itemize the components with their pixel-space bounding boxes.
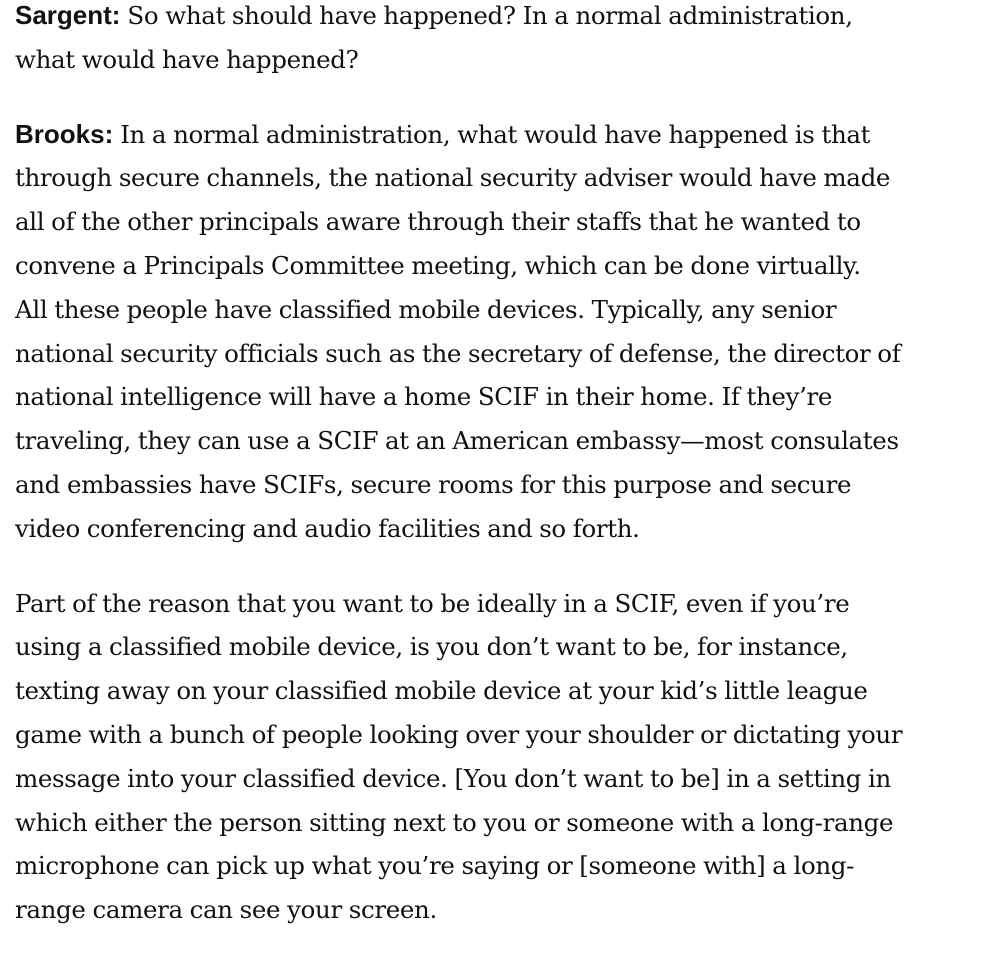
text-line: range camera can see your screen. [15, 895, 437, 925]
paragraph-continuation [15, 582, 975, 932]
text-line: through secure channels, the national security adviser would have made [15, 163, 891, 193]
text-line: which either the person sitting next to you or someone with a long-range [15, 807, 894, 837]
text-line: traveling, they can use a SCIF at an American embassy—most consulates [15, 426, 899, 456]
text-line: national intelligence will have a home SCIF in their home. If they’re [15, 382, 833, 412]
text-line: using a classified mobile device, is you don’t want to be, for instance, [15, 632, 848, 662]
paragraph-brooks [15, 113, 975, 551]
text-line: video conferencing and audio facilities and so forth. [15, 513, 640, 543]
text-line: all of the other principals aware through their staffs that he wanted to [15, 207, 861, 237]
text-line: message into your classified device. [You don’t want to be] in a setting in [15, 763, 891, 793]
text-line: what would have happened? [15, 44, 359, 74]
text-line: convene a Principals Committee meeting, which can be done virtually. [15, 250, 861, 280]
text-line: and embassies have SCIFs, secure rooms for this purpose and secure [15, 469, 852, 499]
text-line: game with a bunch of people looking over your shoulder or dictating your [15, 719, 903, 749]
speaker-label: Brooks: [15, 118, 114, 149]
text-line: national security officials such as the secretary of defense, the director of [15, 338, 901, 368]
text-line: texting away on your classified mobile device at your kid’s little league [15, 676, 868, 706]
article-body [15, 0, 975, 963]
speaker-label: Sargent: [15, 0, 121, 30]
text-line: Part of the reason that you want to be ideally in a SCIF, even if you’re [15, 588, 850, 618]
text-line: Sargent: So what should have happened? In a normal administration, [15, 0, 853, 30]
text-line: microphone can pick up what you’re saying or [someone with] a long- [15, 851, 855, 881]
paragraph-sargent [15, 0, 975, 82]
text-line: Brooks: In a normal administration, what would have happened is that [15, 118, 871, 149]
text-line: All these people have classified mobile devices. Typically, any senior [15, 294, 837, 324]
